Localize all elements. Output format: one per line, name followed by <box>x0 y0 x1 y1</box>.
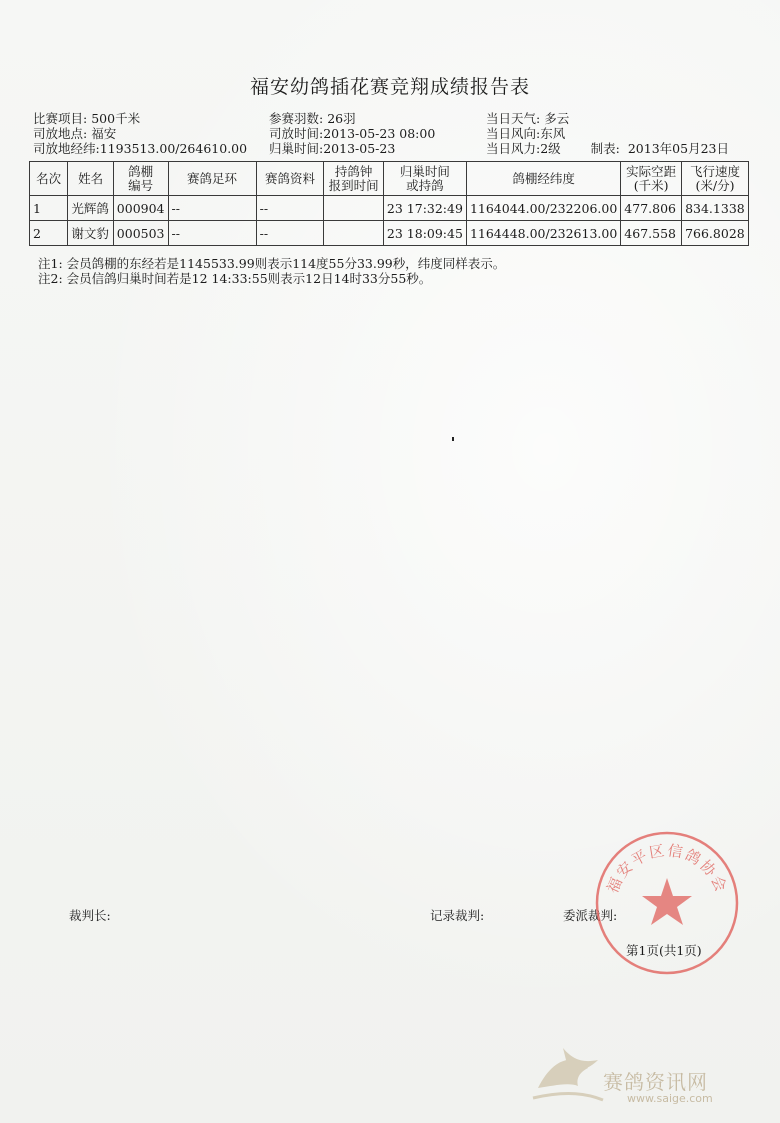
meta-label: 司放时间: <box>269 126 324 141</box>
table-header-cell: 归巢时间 或持鸽 <box>383 162 466 196</box>
table-cell: 000503 <box>113 221 168 246</box>
meta-label: 参赛羽数: <box>269 111 324 126</box>
meta-value: 26羽 <box>327 111 356 126</box>
table-cell: 1 <box>30 196 68 221</box>
table-cell: 1164044.00/232206.00 <box>466 196 620 221</box>
meta-label: 归巢时间: <box>269 141 324 156</box>
page-number: 第1页(共1页) <box>626 943 702 958</box>
table-cell: -- <box>168 196 256 221</box>
table-cell: -- <box>256 196 324 221</box>
table-row <box>30 196 749 221</box>
meta-value: 2级 <box>540 141 561 156</box>
meta-label: 当日风力: <box>486 141 541 156</box>
table-cell: 2 <box>30 221 68 246</box>
meta-value: 福安 <box>91 126 117 141</box>
meta-value: 2013-05-23 08:00 <box>323 126 436 141</box>
recorder-judge-label: 记录裁判: <box>430 908 485 923</box>
scan-speck <box>452 437 454 441</box>
table-cell: 光辉鸽 <box>68 196 113 221</box>
table-header-cell: 赛鸽资料 <box>256 162 324 196</box>
seal-star-icon <box>642 878 692 925</box>
chief-judge-label: 裁判长: <box>69 908 111 923</box>
table-cell: 766.8028 <box>682 221 749 246</box>
meta-label: 当日风向: <box>486 126 541 141</box>
table-cell: 谢文豹 <box>68 221 113 246</box>
made-label: 制表: <box>590 141 620 156</box>
table-cell: 23 18:09:45 <box>383 221 466 246</box>
meta-value: 1193513.00/264610.00 <box>99 141 248 156</box>
table-cell: 000904 <box>113 196 168 221</box>
table-header-cell: 姓名 <box>68 162 113 196</box>
table-cell <box>324 196 384 221</box>
meta-value: 东风 <box>540 126 566 141</box>
table-cell: 467.558 <box>621 221 682 246</box>
meta-label: 当日天气: <box>486 111 541 126</box>
report-title: 福安幼鸽插花赛竞翔成绩报告表 <box>249 76 530 98</box>
note-2: 注2: 会员信鸽归巢时间若是12 14:33:55则表示12日14时33分55秒。 <box>38 271 432 286</box>
table-header-cell: 鸽棚经纬度 <box>466 162 620 196</box>
table-cell <box>324 221 384 246</box>
table-cell: -- <box>168 221 256 246</box>
table-row <box>30 221 749 246</box>
table-header-cell: 飞行速度 (米/分) <box>682 162 749 196</box>
seal-text: 福安平区信鸽协会 <box>603 841 731 896</box>
table-body <box>30 196 749 246</box>
watermark-text: 赛鸽资讯网 <box>603 1070 708 1094</box>
results-table <box>29 161 749 246</box>
meta-column-3 <box>486 111 729 156</box>
table-header-cell: 实际空距 (千米) <box>621 162 682 196</box>
table-header-cell: 鸽棚 编号 <box>113 162 168 196</box>
table-header-cell: 持鸽钟 报到时间 <box>324 162 384 196</box>
table-header-row <box>30 162 749 196</box>
table-cell: 23 17:32:49 <box>383 196 466 221</box>
meta-label: 司放地经纬: <box>33 141 100 156</box>
note-1: 注1: 会员鸽棚的东经若是1145533.99则表示114度55分33.99秒，纬度同样表示。 <box>38 256 506 271</box>
notes <box>38 256 505 286</box>
table-header-cell: 名次 <box>30 162 68 196</box>
meta-label: 比赛项目: <box>33 111 88 126</box>
meta-label: 司放地点: <box>33 126 88 141</box>
table-cell: 834.1338 <box>682 196 749 221</box>
watermark-url: www.saige.com <box>627 1092 713 1105</box>
table-header-cell: 赛鸽足环 <box>168 162 256 196</box>
meta-column-1 <box>33 111 247 156</box>
meta-value: 多云 <box>544 111 570 126</box>
table-cell: 477.806 <box>621 196 682 221</box>
delegate-judge-label: 委派裁判: <box>563 908 618 923</box>
meta-value: 2013-05-23 <box>323 141 396 156</box>
meta-column-2 <box>269 111 435 156</box>
table-cell: 1164448.00/232613.00 <box>466 221 620 246</box>
meta-value: 500千米 <box>91 111 141 126</box>
made-date: 2013年05月23日 <box>627 141 729 156</box>
table-cell: -- <box>256 221 324 246</box>
